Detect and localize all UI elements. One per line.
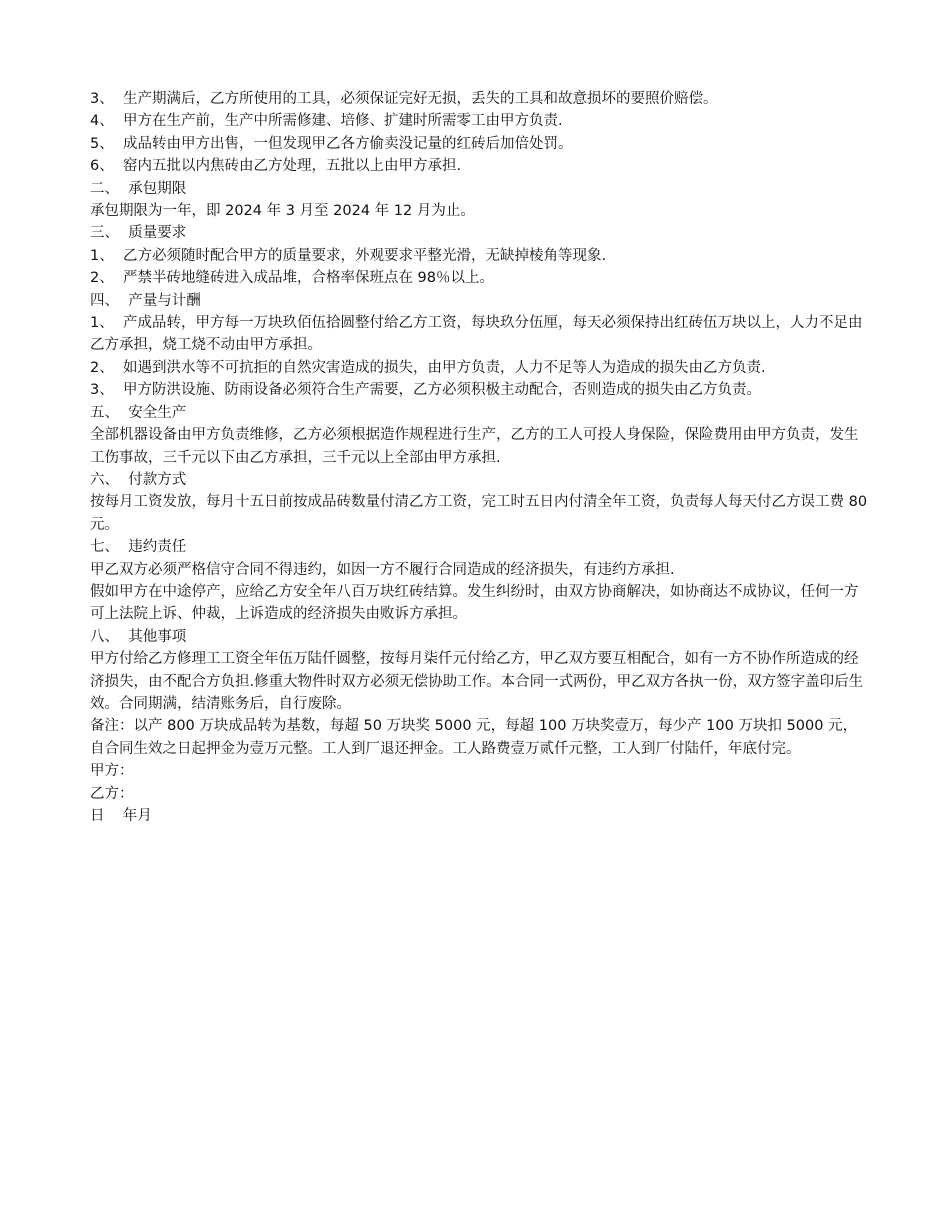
term-paragraph: 承包期限为一年，即 2024 年 3 月至 2024 年 12 月为止。 xyxy=(90,203,475,220)
quality-clause-2: 2、 严禁半砖地缝砖进入成品堆，合格率保班点在 98％以上。 xyxy=(90,270,495,287)
clause-5-sales: 5、 成品转由甲方出售，一但发现甲乙各方偷卖没记量的红砖后加倍处罚。 xyxy=(90,135,573,152)
clause-4-labor: 4、 甲方在生产前，生产中所需修建、培修、扩建时所需零工由甲方负责. xyxy=(90,113,563,130)
section-heading-output-pay: 四、 产量与计酬 xyxy=(90,292,201,309)
clause-6-burnt-bricks: 6、 窑内五批以内焦砖由乙方处理，五批以上由甲方承担. xyxy=(90,158,462,175)
section-heading-term: 二、 承包期限 xyxy=(90,180,187,197)
clause-3-tools: 3、 生产期满后，乙方所使用的工具，必须保证完好无损，丢失的工具和故意损坏的要照价赔偿。 xyxy=(90,91,718,107)
section-heading-breach: 七、 违约责任 xyxy=(90,539,187,556)
output-clause-3: 3、 甲方防洪设施、防雨设备必须符合生产需要，乙方必须积极主动配合，否则造成的损失由乙方负责。 xyxy=(90,382,761,399)
section-heading-quality: 三、 质量要求 xyxy=(90,225,187,242)
output-clause-2: 2、 如遇到洪水等不可抗拒的自然灾害造成的损失，由甲方负责，人力不足等人为造成的损失由乙方负责. xyxy=(90,359,766,376)
output-clause-1: 1、 产成品转，甲方每一万块玖佰伍拾圆整付给乙方工资，每块玖分伍厘，每天必须保持出红砖伍万块以上，人力不足由乙方承担，烧工烧不动由甲方承担。 xyxy=(90,315,863,354)
section-heading-other: 八、 其他事项 xyxy=(90,628,187,645)
section-heading-payment: 六、 付款方式 xyxy=(90,471,187,488)
other-paragraph: 甲方付给乙方修理工工资全年伍万陆仟圆整，按每月柒仟元付给乙方，甲乙双方要互相配合，如有一方不协作所造成的经济损失，由不配合方负担.修重大物件时双方必须无偿协助工作。本合同一式两份，甲乙双方各执一份，双方签字盖印后生效。合同期满，结清账务后，自行废除。 xyxy=(90,651,864,712)
safety-paragraph: 全部机器设备由甲方负责维修，乙方必须根据造作规程进行生产，乙方的工人可投人身保险，保险费用由甲方负责，发生工伤事故，三千元以下由乙方承担，三千元以上全部由甲方承担. xyxy=(90,427,859,466)
section-heading-safety: 五、 安全生产 xyxy=(90,404,187,421)
party-a-signature-line: 甲方： xyxy=(90,763,134,780)
payment-paragraph: 按每月工资发放，每月十五日前按成品砖数量付清乙方工资，完工时五日内付清全年工资，负责每人每天付乙方误工费 80 元。 xyxy=(90,494,872,533)
breach-paragraph-2: 假如甲方在中途停产，应给乙方安全年八百万块红砖结算。发生纠纷时，由双方协商解决，如协商达不成协议，任何一方可上法院上诉、仲裁，上诉造成的经济损失由败诉方承担。 xyxy=(90,583,859,623)
date-line: 日 年月 xyxy=(90,808,152,824)
party-b-signature-line: 乙方： xyxy=(90,785,134,802)
quality-clause-1: 1、 乙方必须随时配合甲方的质量要求，外观要求平整光滑，无缺掉棱角等现象. xyxy=(90,247,607,264)
breach-paragraph-1: 甲乙双方必须严格信守合同不得违约，如因一方不履行合同造成的经济损失，有违约方承担. xyxy=(90,561,675,578)
remarks-paragraph: 备注：以产 800 万块成品转为基数，每超 50 万块奖 5000 元，每超 100 万块奖壹万，每少产 100 万块扣 5000 元，自合同生效之日起押金为壹万元整。工人到厂退还押金。工人路费壹万贰仟元整，工人到厂付陆仟，年底付完。 xyxy=(90,718,858,757)
